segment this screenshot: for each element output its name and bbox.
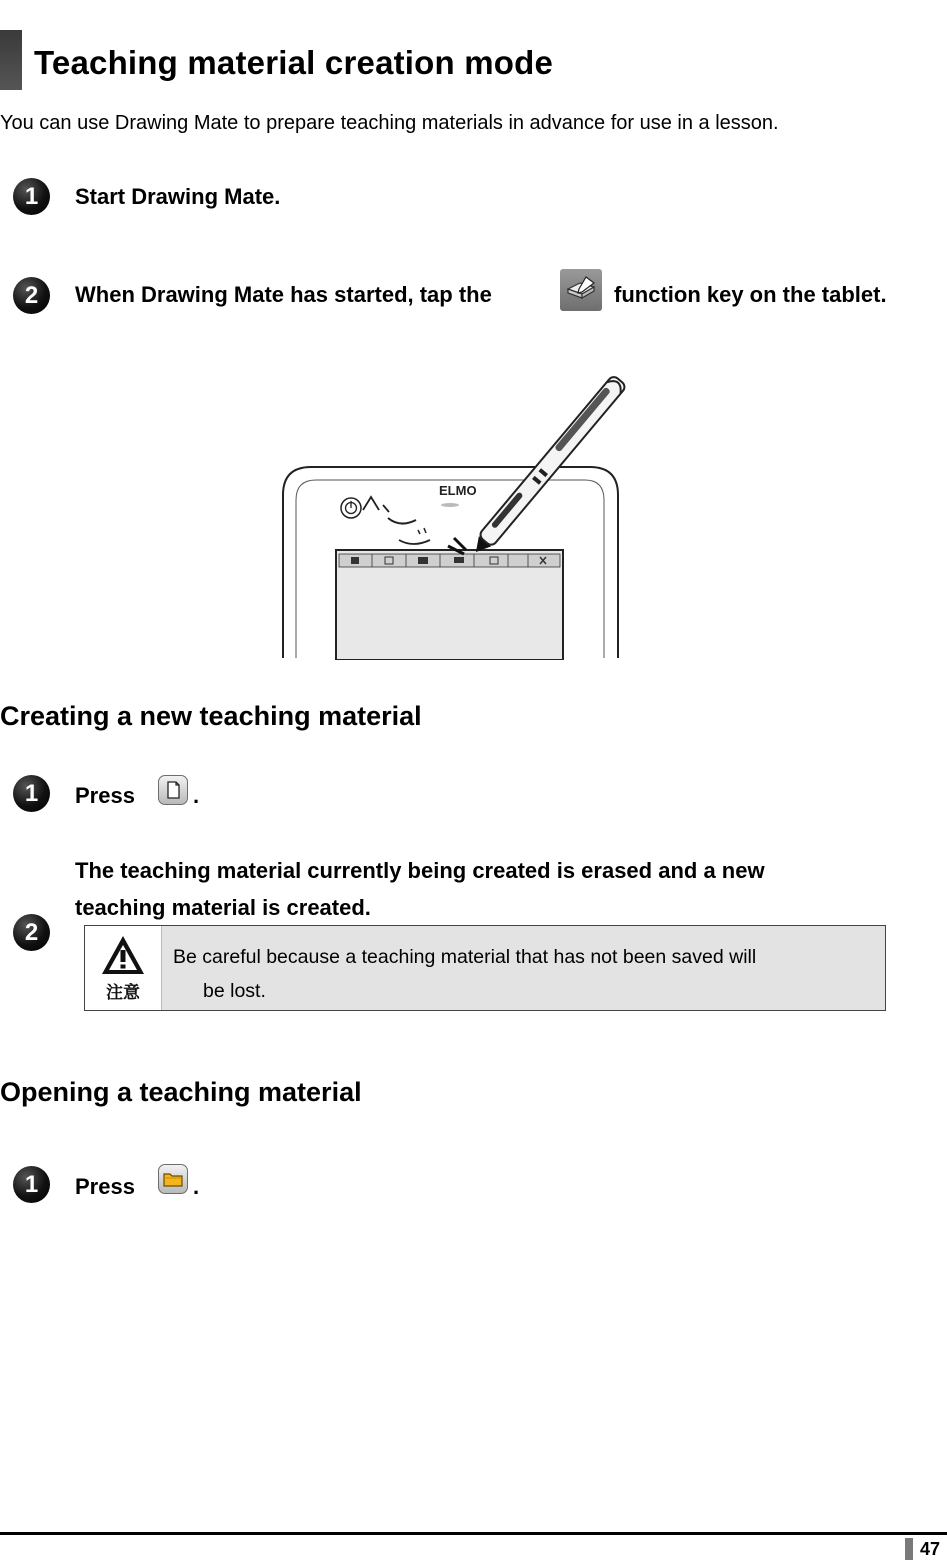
folder-icon	[159, 1165, 187, 1193]
heading-bar	[0, 30, 22, 90]
intro-text: You can use Drawing Mate to prepare teaching materials in advance for use in a lesson.	[0, 112, 779, 134]
tablet-pen-illustration	[278, 370, 688, 660]
footer-rule	[0, 1532, 947, 1535]
step-number-2: 2	[13, 277, 50, 314]
new-document-icon	[159, 776, 187, 804]
step-text: Start Drawing Mate.	[75, 184, 281, 209]
caution-box	[84, 925, 886, 1011]
step-text-line2: teaching material is created.	[75, 895, 371, 920]
step-number-2: 2	[13, 914, 50, 951]
step-text-after: function key on the tablet.	[614, 282, 887, 307]
step-label: Press	[75, 1174, 135, 1199]
new-document-button[interactable]	[158, 775, 188, 805]
pen-tablet-icon	[560, 269, 602, 311]
step-number-1: 1	[13, 178, 50, 215]
step-suffix: .	[193, 783, 200, 808]
page-number: 47	[920, 1539, 941, 1559]
caution-label: 注意	[106, 983, 140, 1003]
section-title-open: Opening a teaching material	[0, 1077, 362, 1107]
step-text-before: When Drawing Mate has started, tap the	[75, 282, 492, 307]
warning-icon	[85, 926, 161, 1010]
page-title: Teaching material creation mode	[34, 44, 554, 81]
step-label: Press	[75, 783, 135, 808]
page-number-marker	[905, 1538, 913, 1560]
section-title-new: Creating a new teaching material	[0, 701, 422, 731]
caution-line2: be lost.	[203, 980, 266, 1002]
step-number-1: 1	[13, 1166, 50, 1203]
brand-logo: ELMO	[439, 483, 477, 498]
caution-text	[173, 940, 875, 1008]
step-text-line1: The teaching material currently being created is erased and a new	[75, 858, 765, 883]
open-folder-button[interactable]	[158, 1164, 188, 1194]
caution-line1: Be careful because a teaching material that has not been saved will	[173, 946, 757, 968]
caution-icon-cell	[85, 926, 162, 1010]
step-suffix: .	[193, 1174, 200, 1199]
step-number-1: 1	[13, 775, 50, 812]
